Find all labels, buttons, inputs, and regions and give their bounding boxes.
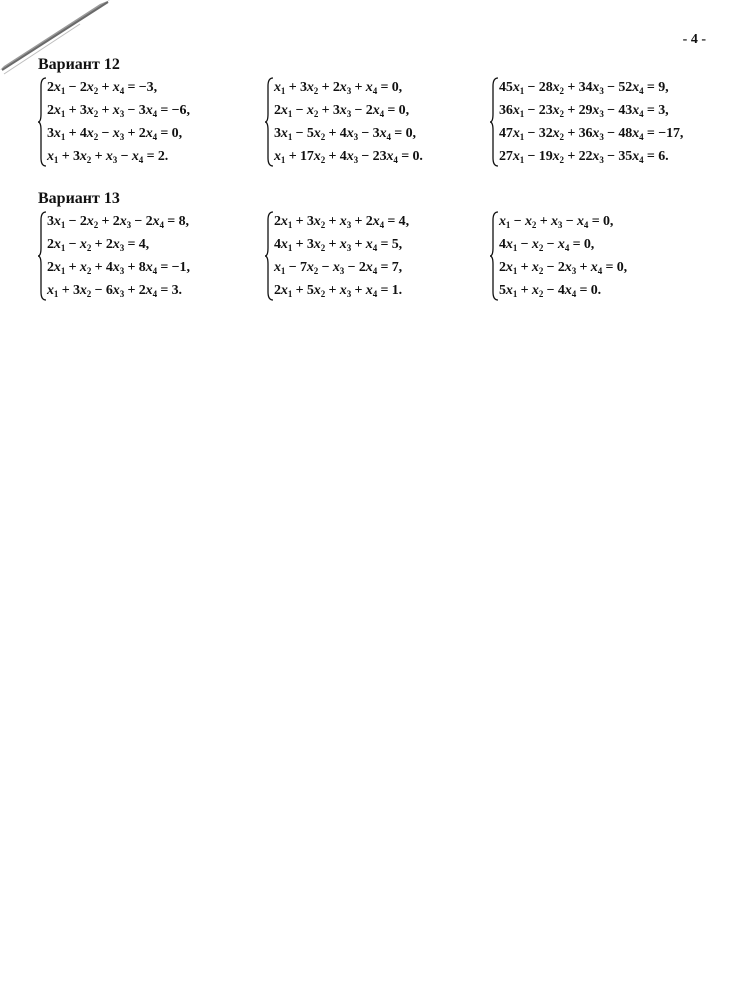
equation: $x_1 + 17x_2 + 4x_3 - 23x_4 = 0$.: [274, 149, 423, 165]
equation: $2x_1 + x_2 + 4x_3 + 8x_4 = -1$,: [47, 260, 190, 276]
equation: $x_1 + 3x_2 + 2x_3 + x_4 = 0$,: [274, 80, 403, 96]
equation: $36x_1 - 23x_2 + 29x_3 - 43x_4 = 3$,: [499, 103, 669, 119]
equation: $2x_1 - 2x_2 + x_4 = -3$,: [47, 80, 157, 96]
variant-title: Вариант 12: [38, 56, 120, 73]
variant-12: [38, 56, 718, 168]
equation-list: [274, 210, 409, 302]
equation-list: [274, 76, 423, 168]
equation: $2x_1 + x_2 - 2x_3 + x_4 = 0$,: [499, 260, 628, 276]
equation-list: [47, 76, 190, 168]
equation: $x_1 - 7x_2 - x_3 - 2x_4 = 7$,: [274, 260, 403, 276]
equation: $3x_1 - 2x_2 + 2x_3 - 2x_4 = 8$,: [47, 214, 189, 230]
equation: $4x_1 + 3x_2 + x_3 + x_4 = 5$,: [274, 237, 403, 253]
page-number: - 4 -: [682, 32, 706, 47]
equation: $27x_1 - 19x_2 + 22x_3 - 35x_4 = 6$.: [499, 149, 669, 165]
equation: $3x_1 - 5x_2 + 4x_3 - 3x_4 = 0$,: [274, 126, 416, 142]
equation-list: [47, 210, 190, 302]
equation-list: [499, 76, 683, 168]
equation-list: [499, 210, 627, 302]
equation: $x_1 + 3x_2 + x_3 - x_4 = 2$.: [47, 149, 169, 165]
equation: $x_1 - x_2 + x_3 - x_4 = 0$,: [499, 214, 614, 230]
equation: $2x_1 + 5x_2 + x_3 + x_4 = 1$.: [274, 283, 403, 299]
equation: $4x_1 - x_2 - x_4 = 0$,: [499, 237, 595, 253]
systems-row: [38, 76, 718, 168]
equation: $3x_1 + 4x_2 - x_3 + 2x_4 = 0$,: [47, 126, 182, 142]
equation: $45x_1 - 28x_2 + 34x_3 - 52x_4 = 9$,: [499, 80, 669, 96]
equation: $47x_1 - 32x_2 + 36x_3 - 48x_4 = -17$,: [499, 126, 684, 142]
equation: $5x_1 + x_2 - 4x_4 = 0$.: [499, 283, 602, 299]
systems-row: [38, 210, 718, 302]
equation: $2x_1 + 3x_2 + x_3 + 2x_4 = 4$,: [274, 214, 409, 230]
equation: $2x_1 - x_2 + 3x_3 - 2x_4 = 0$,: [274, 103, 409, 119]
equation: $x_1 + 3x_2 - 6x_3 + 2x_4 = 3$.: [47, 283, 182, 299]
variant-title: Вариант 13: [38, 190, 120, 207]
equation: $2x_1 + 3x_2 + x_3 - 3x_4 = -6$,: [47, 103, 190, 119]
equation: $2x_1 - x_2 + 2x_3 = 4$,: [47, 237, 150, 253]
variant-13: [38, 190, 718, 302]
